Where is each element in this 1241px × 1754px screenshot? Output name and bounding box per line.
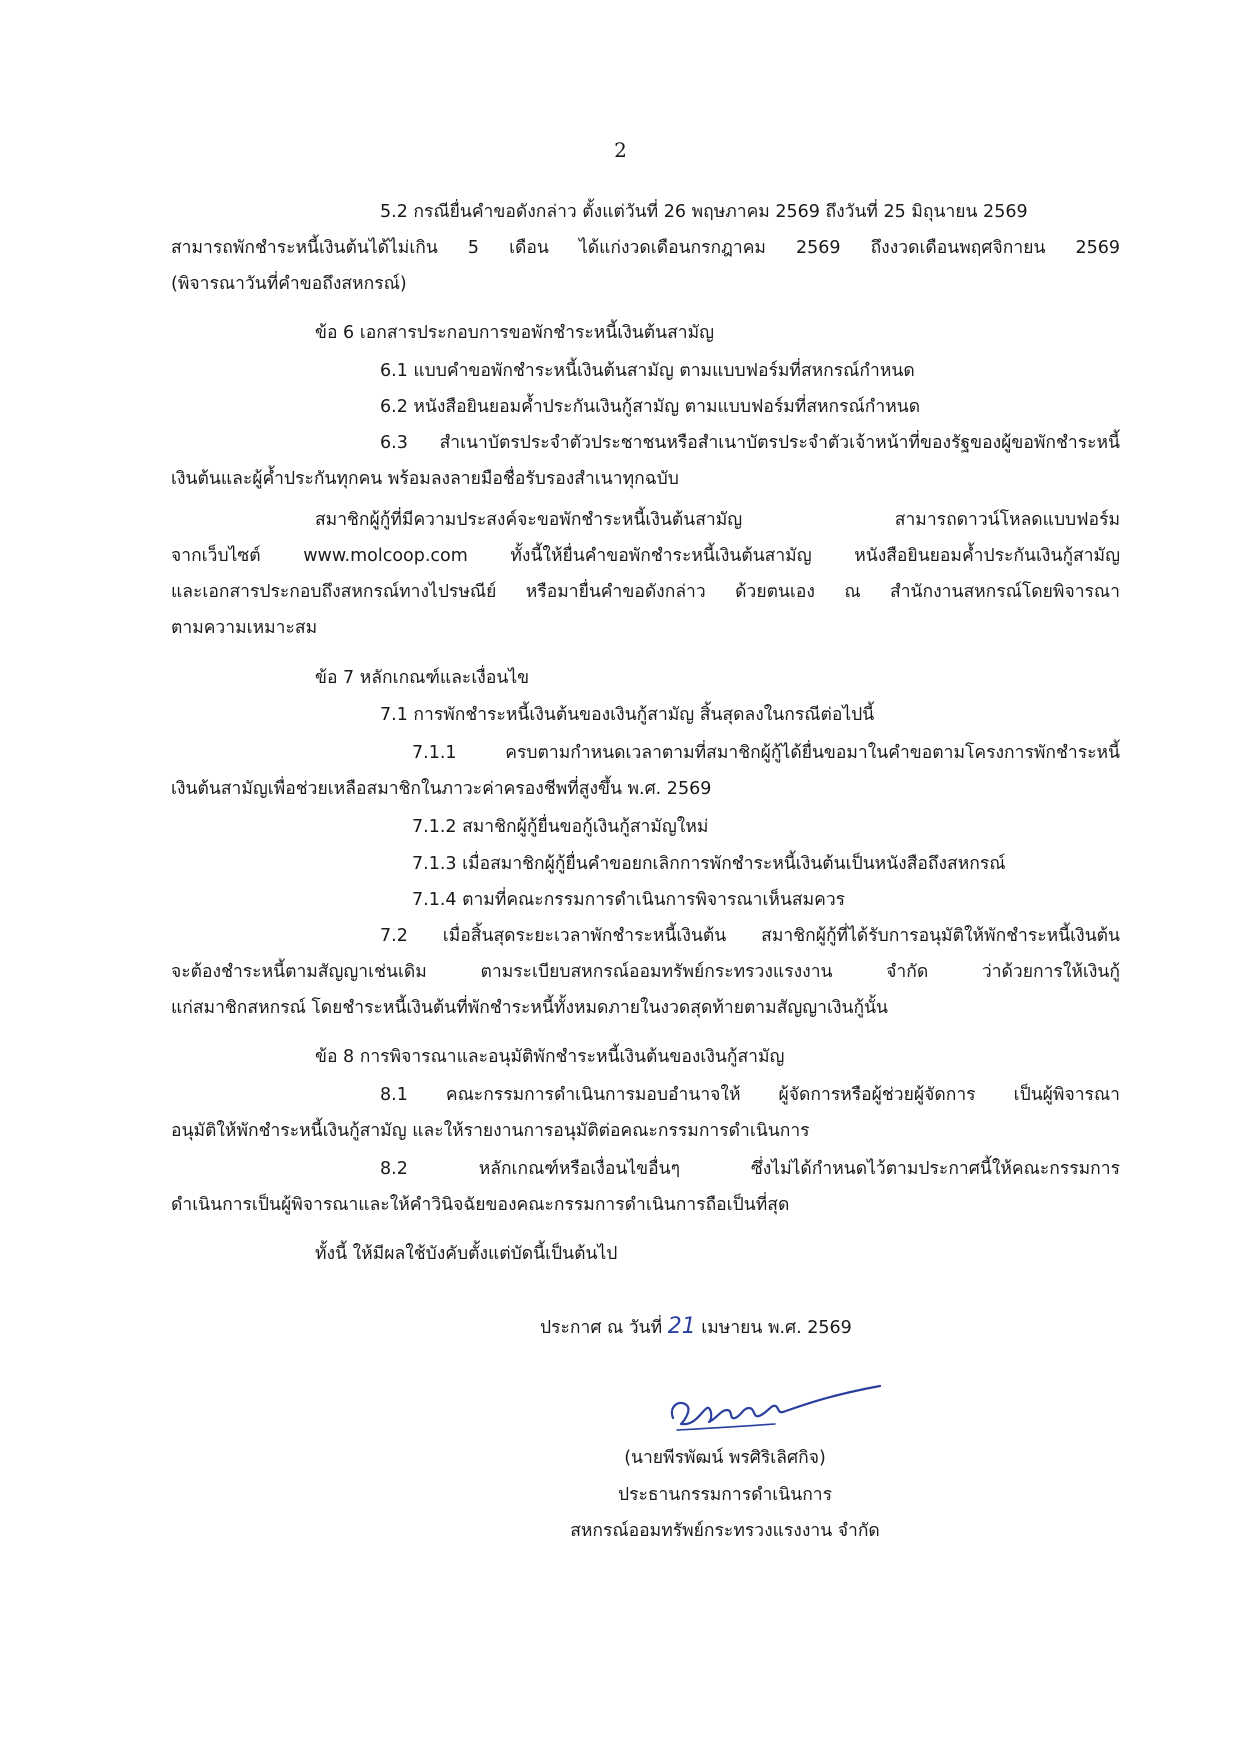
item-7-1: 7.1 การพักชำระหนี้เงินต้นของเงินกู้สามัญ สิ้นสุดลงในกรณีต่อไปนี้ — [380, 705, 875, 725]
item-8-1-line-2: อนุมัติให้พักชำระหนี้เงินกู้สามัญ และให้รายงานการอนุมัติต่อคณะกรรมการดำเนินการ — [171, 1121, 810, 1141]
section-6-paragraph-line-4: ตามความเหมาะสม — [171, 618, 318, 638]
item-7-2-line-3: แก่สมาชิกสหกรณ์ โดยชำระหนี้เงินต้นที่พักชำระหนี้ทั้งหมดภายในงวดสุดท้ายตามสัญญาเงินกู้นั้น — [171, 998, 889, 1018]
signature-graphic — [655, 1368, 895, 1448]
announcement-prefix: ประกาศ ณ วันที่ — [540, 1318, 663, 1338]
item-7-2-line-2: จะต้องชำระหนี้ตามสัญญาเช่นเดิม ตามระเบียบสหกรณ์ออมทรัพย์กระทรวงแรงงาน จำกัด ว่าด้วยการให้เงินกู้ — [171, 962, 1120, 982]
announcement-date — [540, 1312, 852, 1343]
item-8-2-line-2: ดำเนินการเป็นผู้พิจารณาและให้คำวินิจฉัยของคณะกรรมการดำเนินการถือเป็นที่สุด — [171, 1195, 790, 1215]
announcement-day: 21 — [667, 1314, 696, 1339]
closing-statement: ทั้งนี้ ให้มีผลใช้บังคับตั้งแต่บัดนี้เป็นต้นไป — [315, 1244, 618, 1264]
item-6-3-line-2: เงินต้นและผู้ค้ำประกันทุกคน พร้อมลงลายมือชื่อรับรองสำเนาทุกฉบับ — [171, 469, 679, 489]
clause-5-2-line-1: 5.2 กรณียื่นคำขอดังกล่าว ตั้งแต่วันที่ 26 พฤษภาคม 2569 ถึงวันที่ 25 มิถุนายน 2569 — [380, 202, 1028, 222]
signatory-name: (นายพีรพัฒน์ พรศิริเลิศกิจ) — [624, 1448, 826, 1468]
item-8-1-line-1: 8.1 คณะกรรมการดำเนินการมอบอำนาจให้ ผู้จัดการหรือผู้ช่วยผู้จัดการ เป็นผู้พิจารณา — [380, 1085, 1120, 1105]
section-7-heading: ข้อ 7 หลักเกณฑ์และเงื่อนไข — [315, 668, 530, 688]
signatory-position: ประธานกรรมการดำเนินการ — [617, 1485, 833, 1505]
item-7-1-1-line-1: 7.1.1 ครบตามกำหนดเวลาตามที่สมาชิกผู้กู้ได้ยื่นขอมาในคำขอตามโครงการพักชำระหนี้ — [412, 743, 1120, 763]
announcement-suffix: เมษายน พ.ศ. 2569 — [701, 1318, 852, 1338]
item-7-1-1-line-2: เงินต้นสามัญเพื่อช่วยเหลือสมาชิกในภาวะค่าครองชีพที่สูงขึ้น พ.ศ. 2569 — [171, 779, 712, 799]
item-6-3-line-1: 6.3 สำเนาบัตรประจำตัวประชาชนหรือสำเนาบัตรประจำตัวเจ้าหน้าที่ของรัฐของผู้ขอพักชำระหนี้ — [380, 433, 1120, 453]
section-6-paragraph-line-3: และเอกสารประกอบถึงสหกรณ์ทางไปรษณีย์ หรือมายื่นคำขอดังกล่าว ด้วยตนเอง ณ สำนักงานสหกรณ์โดยพิจารณา — [171, 582, 1120, 602]
clause-5-2-line-2: สามารถพักชำระหนี้เงินต้นได้ไม่เกิน 5 เดือน ได้แก่งวดเดือนกรกฎาคม 2569 ถึงงวดเดือนพฤศจิกายน 2569 — [171, 238, 1120, 258]
item-7-2-line-1: 7.2 เมื่อสิ้นสุดระยะเวลาพักชำระหนี้เงินต้น สมาชิกผู้กู้ที่ได้รับการอนุมัติให้พักชำระหนี้เงินต้น — [380, 926, 1120, 946]
item-6-1: 6.1 แบบคำขอพักชำระหนี้เงินต้นสามัญ ตามแบบฟอร์มที่สหกรณ์กำหนด — [380, 361, 915, 381]
signatory-organization: สหกรณ์ออมทรัพย์กระทรวงแรงงาน จำกัด — [570, 1521, 880, 1541]
section-6-paragraph-line-1: สมาชิกผู้กู้ที่มีความประสงค์จะขอพักชำระหนี้เงินต้นสามัญ สามารถดาวน์โหลดแบบฟอร์ม — [315, 510, 1120, 530]
item-6-2: 6.2 หนังสือยินยอมค้ำประกันเงินกู้สามัญ ตามแบบฟอร์มที่สหกรณ์กำหนด — [380, 397, 921, 417]
page-number: 2 — [614, 138, 627, 162]
section-6-heading: ข้อ 6 เอกสารประกอบการขอพักชำระหนี้เงินต้นสามัญ — [315, 323, 715, 343]
section-6-paragraph-line-2: จากเว็บไซต์ www.molcoop.com ทั้งนี้ให้ยื่นคำขอพักชำระหนี้เงินต้นสามัญ หนังสือยินยอมค้ำประกันเงินกู้สามัญ — [171, 546, 1120, 566]
section-8-heading: ข้อ 8 การพิจารณาและอนุมัติพักชำระหนี้เงินต้นของเงินกู้สามัญ — [315, 1047, 785, 1067]
item-7-1-3: 7.1.3 เมื่อสมาชิกผู้กู้ยื่นคำขอยกเลิกการพักชำระหนี้เงินต้นเป็นหนังสือถึงสหกรณ์ — [412, 854, 1006, 874]
item-7-1-2: 7.1.2 สมาชิกผู้กู้ยื่นขอกู้เงินกู้สามัญใหม่ — [412, 817, 709, 837]
item-7-1-4: 7.1.4 ตามที่คณะกรรมการดำเนินการพิจารณาเห็นสมควร — [412, 890, 846, 910]
item-8-2-line-1: 8.2 หลักเกณฑ์หรือเงื่อนไขอื่นๆ ซึ่งไม่ได้กำหนดไว้ตามประกาศนี้ให้คณะกรรมการ — [380, 1159, 1120, 1179]
clause-5-2-line-3: (พิจารณาวันที่คำขอถึงสหกรณ์) — [171, 274, 407, 294]
